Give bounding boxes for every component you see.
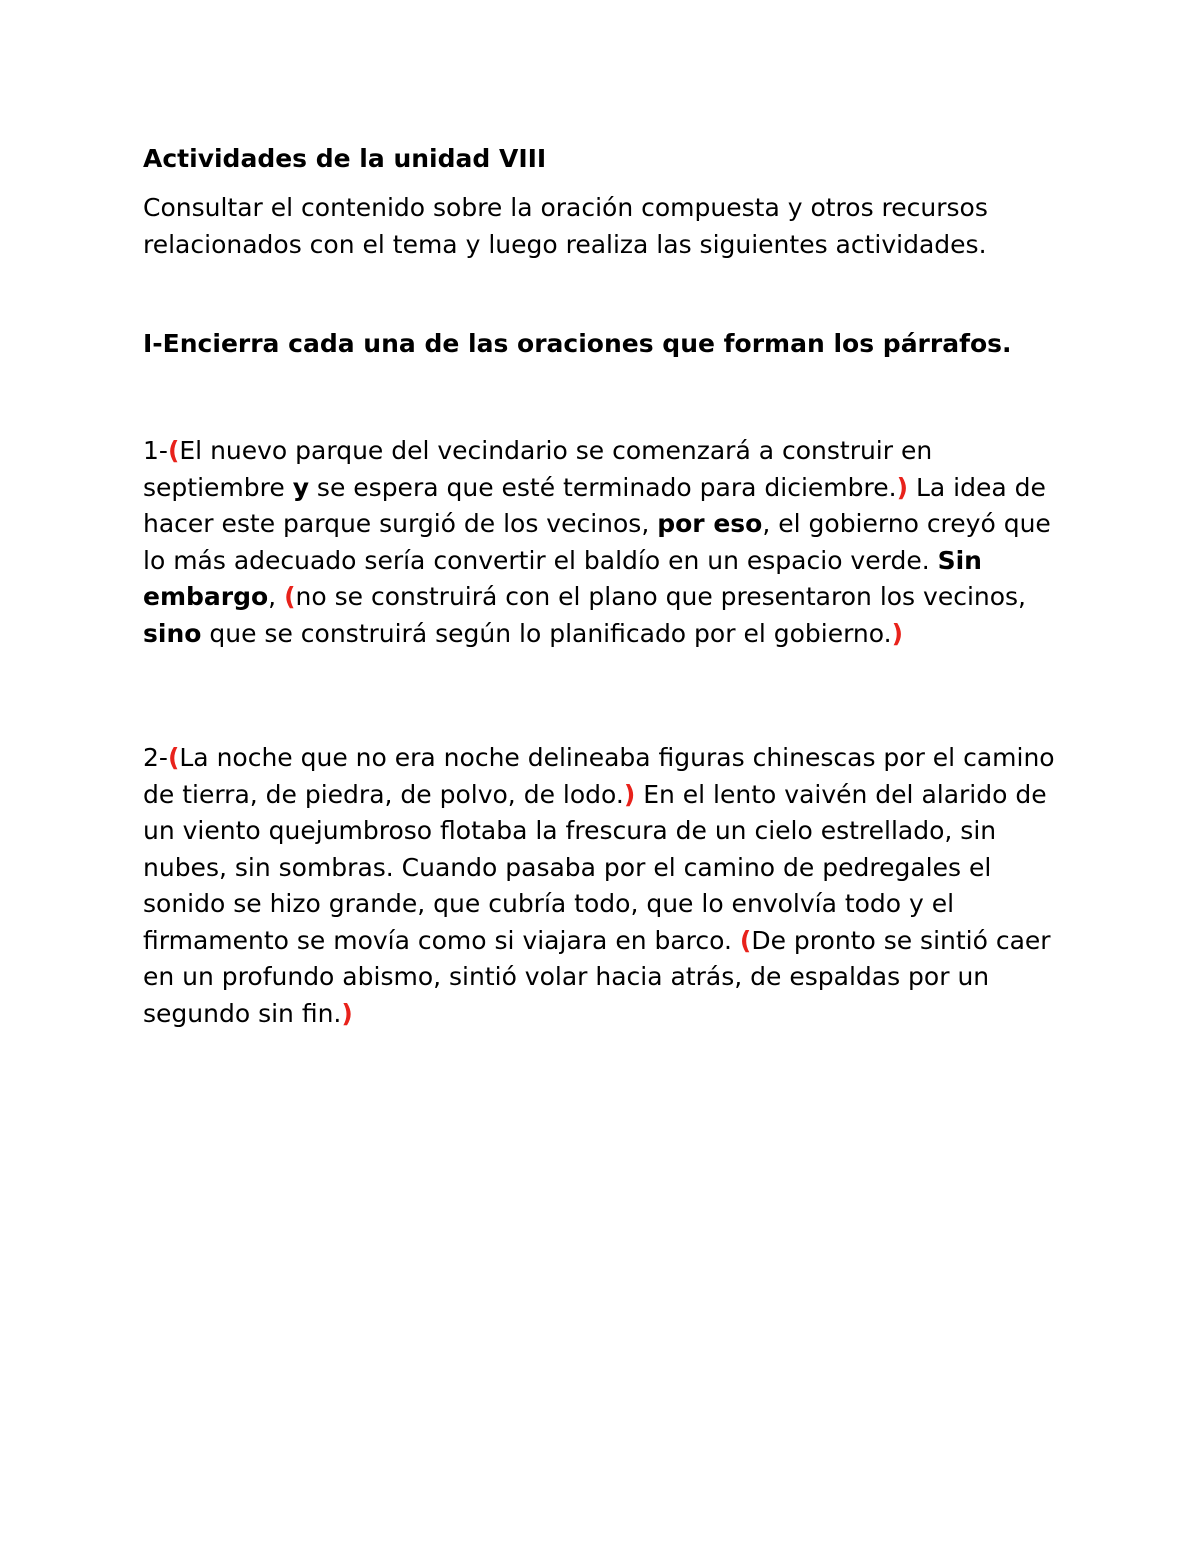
exercise-1-sentence-2: La idea de hacer este parque surgió de los vecinos, [143,472,1046,538]
exercise-2-sentence-3: De pronto se sintió caer en un profundo abismo, sintió volar hacia atrás, de espaldas por un segundo sin fin. [143,925,1051,1028]
exercise-2-paragraph [143,740,1068,1032]
exercise-1-conjunction-y: y [292,472,309,502]
exercise-2-sentence-1: La noche que no era noche delineaba figuras chinescas por el camino de tierra, de piedra, de polvo, de lodo. [143,743,1055,809]
bracket-close: ) [623,779,636,809]
bracket-close: ) [341,998,353,1028]
bracket-open: ( [167,436,180,465]
exercise-1-conjunction-sino: sino [143,618,202,648]
exercise-1-connector-sin-embargo: Sin embargo [143,545,982,611]
bracket-open: ( [284,582,296,611]
bracket-open: ( [739,925,752,955]
exercise-2-number: 2- [143,743,168,772]
exercise-1-sentence-4: no se construirá con el plano que presentaron los vecinos, [295,582,1027,611]
exercise-2-sentence-2: En el lento vaivén del alarido de un viento quejumbroso flotaba la frescura de un cielo estrellado, sin nubes, sin sombras. Cuando pasaba por el camino de pedregales el sonido se hizo grande, que cubría todo, que lo envolvía todo y el firmamento se movía como si viajara en barco. [143,779,1047,955]
exercise-1-connector-por-eso: por eso [657,509,763,538]
document-page [143,140,1068,1032]
exercise-1-sentence-1-end: se espera que esté terminado para diciembre. [308,472,897,502]
exercise-1-sentence-2-end: , el gobierno creyó que lo más adecuado sería convertir el baldío en un espacio verde. [143,509,1051,575]
bracket-open: ( [167,743,180,772]
intro-paragraph: Consultar el contenido sobre la oración compuesta y otros recursos relacionados con el tema y luego realiza las siguientes actividades. [143,193,988,259]
exercise-1-comma: , [268,582,285,611]
instruction-heading: I-Encierra cada una de las oraciones que forman los párrafos. [143,329,1012,358]
bracket-close: ) [891,618,903,648]
exercise-1-sentence-4-end: que se construirá según lo planificado por el gobierno. [201,618,892,648]
exercise-1-number: 1- [143,436,168,465]
bracket-close: ) [896,472,908,502]
exercise-1-paragraph [143,433,1068,652]
exercise-1-sentence-1: El nuevo parque del vecindario se comenzará a construir en septiembre [143,436,933,502]
document-title: Actividades de la unidad VIII [143,144,547,173]
